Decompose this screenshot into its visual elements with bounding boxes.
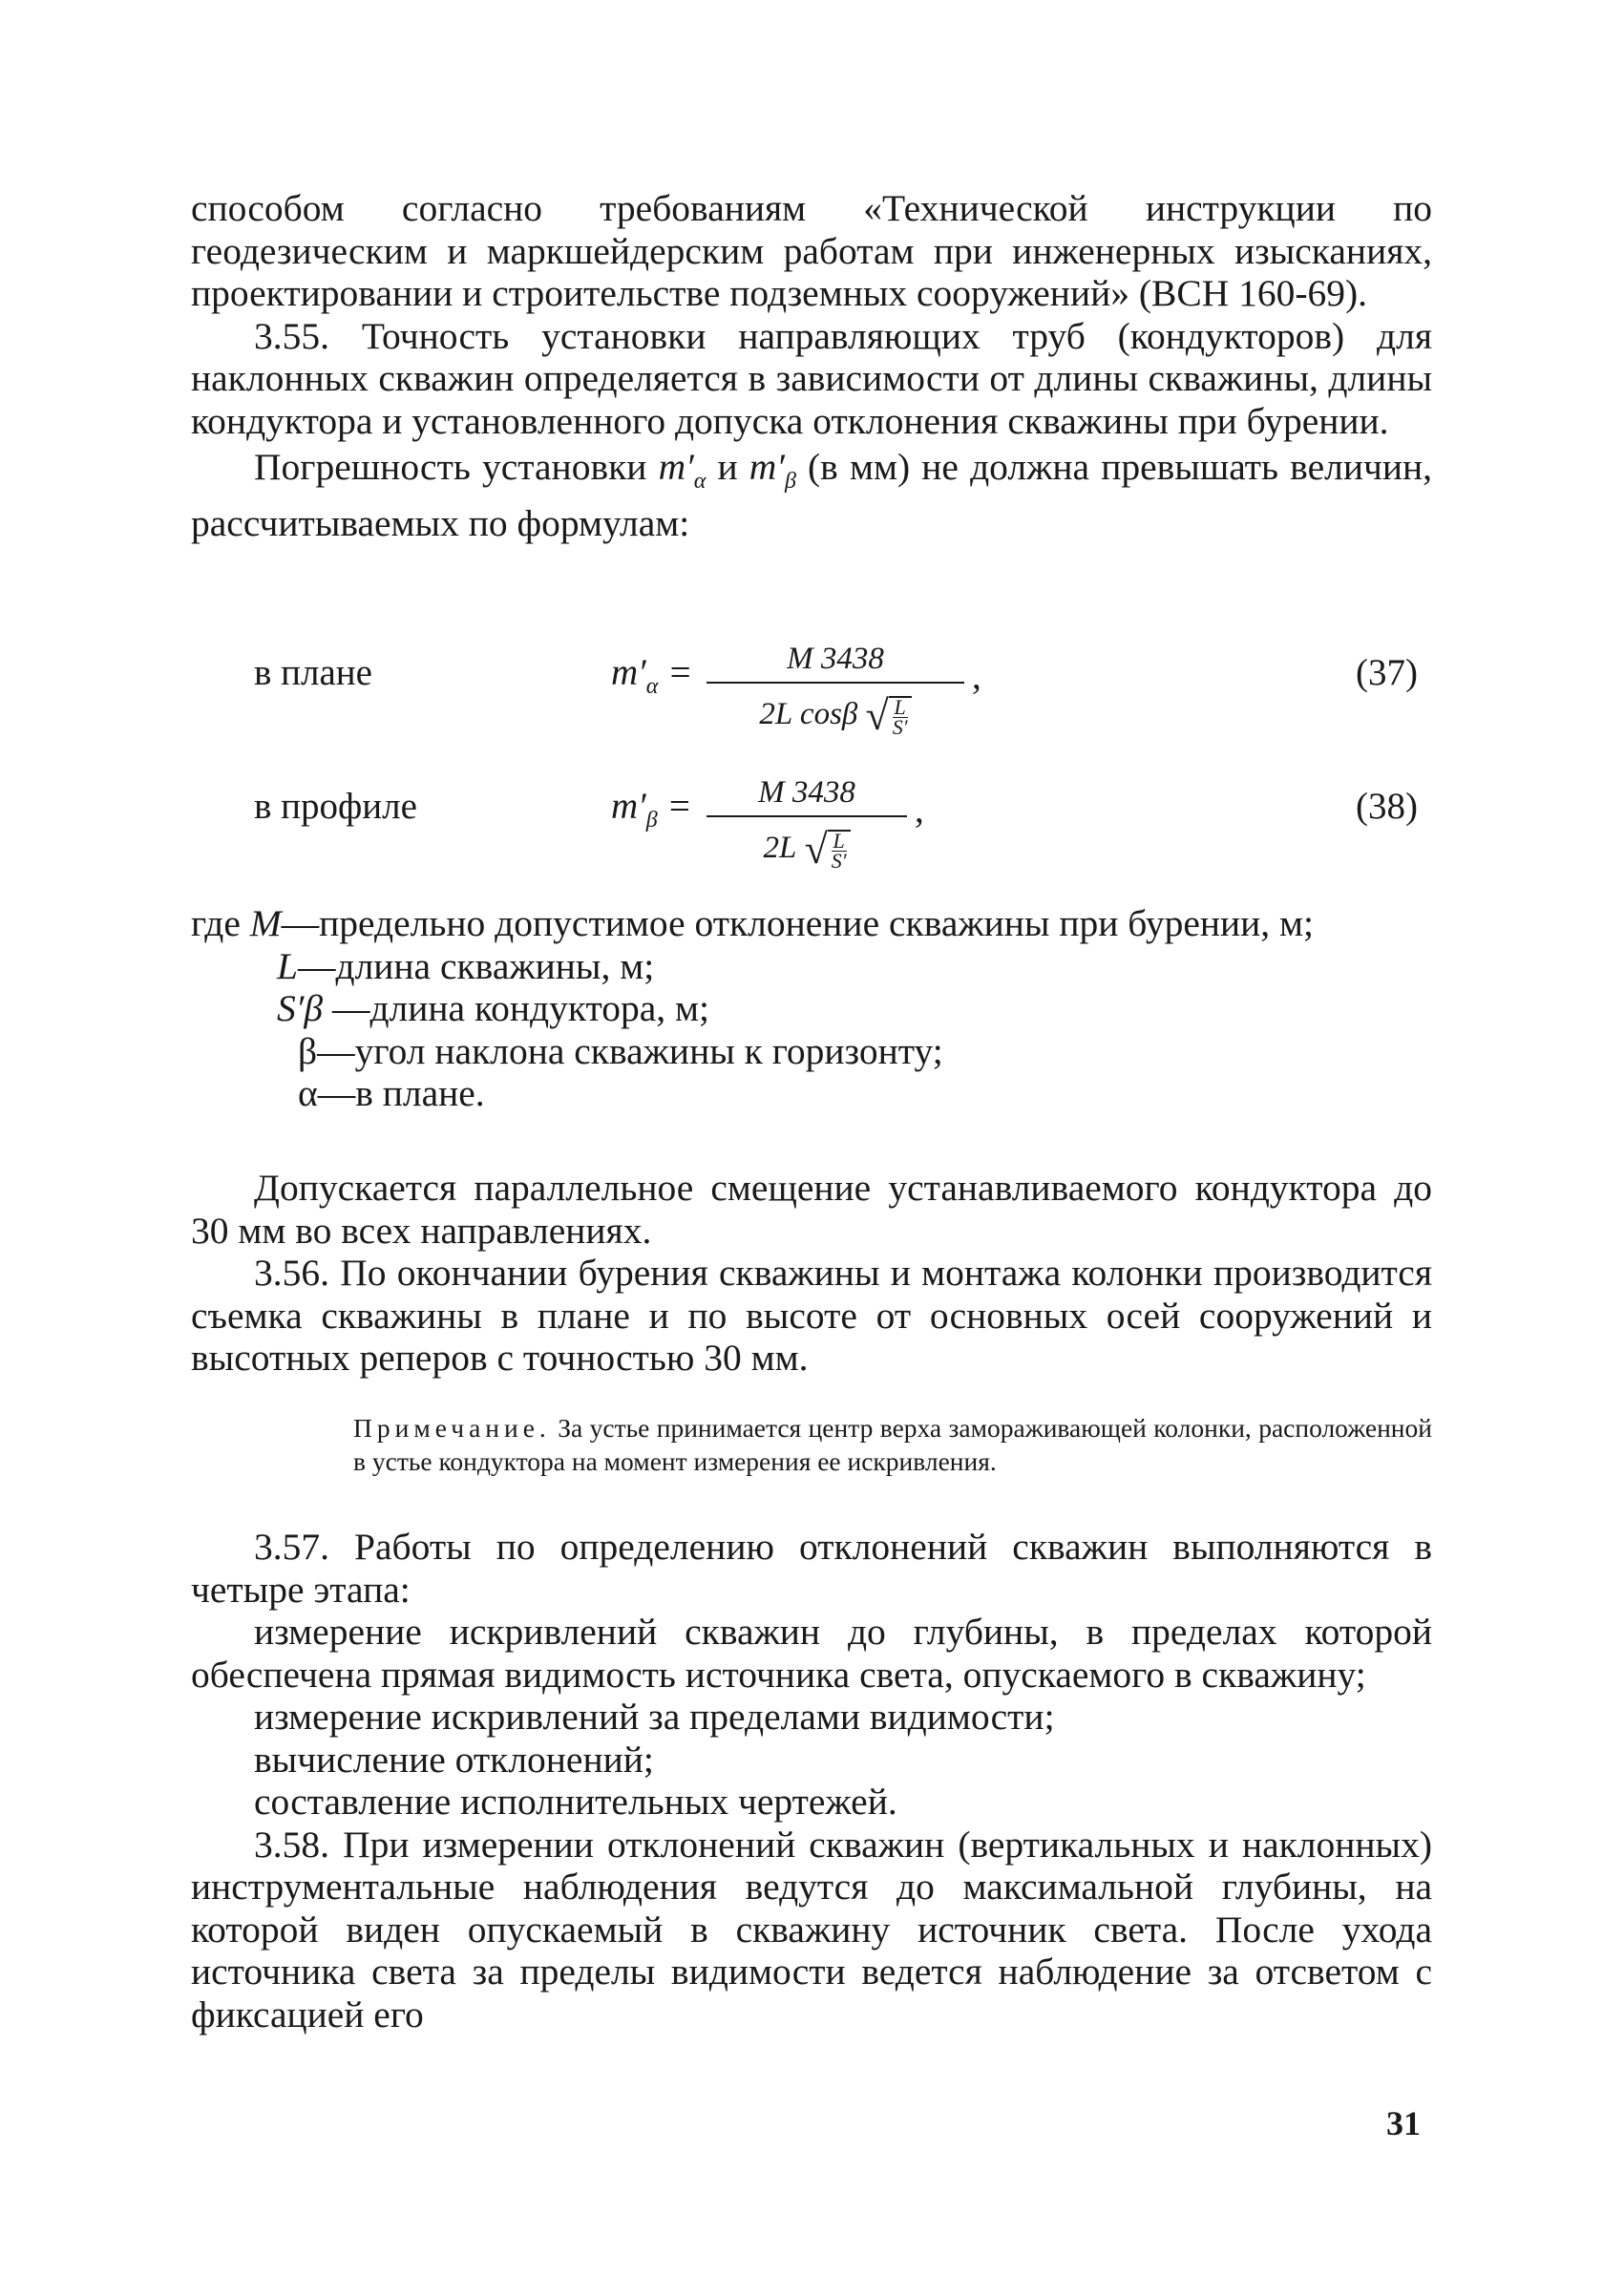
sqrt-icon: √ bbox=[865, 692, 889, 739]
list-item-stage-4: составление исполнительных чертежей. bbox=[254, 1781, 897, 1823]
note-block bbox=[353, 1411, 1432, 1478]
formula-label-profile: в профиле bbox=[254, 786, 417, 827]
fraction-bar bbox=[707, 682, 964, 684]
var-m-alpha: $m'_\alpha$ bbox=[658, 446, 707, 494]
sqrt-icon: √ bbox=[804, 826, 828, 873]
formula-37-numerator: M 3438 bbox=[787, 642, 884, 676]
text-block-mid bbox=[191, 1167, 1432, 1380]
paragraph-3-58: 3.58. При измерении отклонений скважин (вертикальных и наклонных) инструментальные наблюдения ведутся до максимальной глубины, на которой виден опускаемый в скважину источник света. После ухода источника света за пределы видимости ведется наблюдение за отсветом с фиксацией его bbox=[191, 1823, 1432, 2035]
paragraph-3-57: 3.57. Работы по определению отклонений скважин выполняются в четыре этапа: bbox=[191, 1526, 1432, 1611]
formula-38-denominator: 2L √ $\frac{L}{S'}$ bbox=[707, 825, 907, 874]
list-item-stage-3: вычисление отклонений; bbox=[254, 1738, 654, 1781]
var-m-beta: $m'_\beta$ bbox=[749, 446, 796, 494]
list-item-stage-2: измерение искривлений за пределами видимости; bbox=[254, 1696, 1055, 1738]
paragraph-3-56: 3.56. По окончании бурения скважины и монтажа колонки производится съемка скважины в плане и по высоте от основных осей сооружений и высотных реперов с точностью 30 мм. bbox=[191, 1252, 1432, 1379]
paragraph-parallel-shift: Допускается параллельное смещение устанавливаемого кондуктора до 30 мм во всех направлениях. bbox=[191, 1167, 1432, 1252]
formula-label-plan: в плане bbox=[254, 652, 372, 693]
definition-beta: β—угол наклона скважины к горизонту; bbox=[298, 1029, 943, 1072]
formula-38-lhs: $m'_\beta$ = bbox=[611, 786, 692, 833]
formula-38-numerator: M 3438 bbox=[758, 775, 855, 810]
text-block-top bbox=[191, 187, 1432, 545]
comma: , bbox=[972, 656, 981, 697]
page-number: 31 bbox=[1386, 2104, 1421, 2142]
definition-s: S′β —длина кондуктора, м; bbox=[277, 987, 710, 1029]
formula-38 bbox=[191, 775, 1432, 890]
definition-l: L—длина скважины, м; bbox=[277, 944, 655, 987]
definition-m: где M—предельно допустимое отклонение скважины при бурении, м; bbox=[191, 902, 1315, 944]
text-block-bottom bbox=[191, 1526, 1432, 2035]
note-label: Примечание. bbox=[353, 1413, 551, 1443]
fraction-bar bbox=[707, 815, 907, 817]
formula-number-37: (37) bbox=[1356, 652, 1418, 693]
definitions-list bbox=[191, 902, 1432, 1115]
paragraph-3-55: 3.55. Точность установки направляющих труб (кондукторов) для наклонных скважин определяется в зависимости от длины скважины, длины кондуктора и установленного допуска отклонения скважины при бурении. bbox=[191, 314, 1432, 442]
formula-37-denominator: 2L cosβ √ $\frac{L}{S'}$ bbox=[707, 691, 964, 740]
paragraph-error-limits: Погрешность установки $m'_\alpha$ и $m'_\beta$ (в мм) не должна превышать величин, рассчитываемых по формулам: bbox=[191, 446, 1432, 545]
definition-alpha: α—в плане. bbox=[298, 1072, 485, 1114]
list-item-stage-1: измерение искривлений скважин до глубины, в пределах которой обеспечена прямая видимость источника света, опускаемого в скважину; bbox=[191, 1611, 1432, 1696]
comma: , bbox=[915, 790, 924, 831]
formula-37-lhs: $m'_\alpha$ = bbox=[611, 652, 693, 699]
formula-37 bbox=[191, 642, 1432, 756]
note-text: За устье принимается центр верха замораживающей колонки, расположенной в устье кондуктора на момент измерения ее искривления. bbox=[353, 1413, 1432, 1476]
sqrt-radicand: $\frac{L}{S'}$ bbox=[828, 830, 851, 871]
sqrt-radicand: $\frac{L}{S'}$ bbox=[889, 696, 912, 737]
formula-number-38: (38) bbox=[1356, 786, 1418, 827]
paragraph-continuation: способом согласно требованиям «Технической инструкции по геодезическим и маркшейдерским работам при инженерных изысканиях, проектировании и строительстве подземных сооружений» (ВСН 160-69). bbox=[191, 187, 1432, 314]
